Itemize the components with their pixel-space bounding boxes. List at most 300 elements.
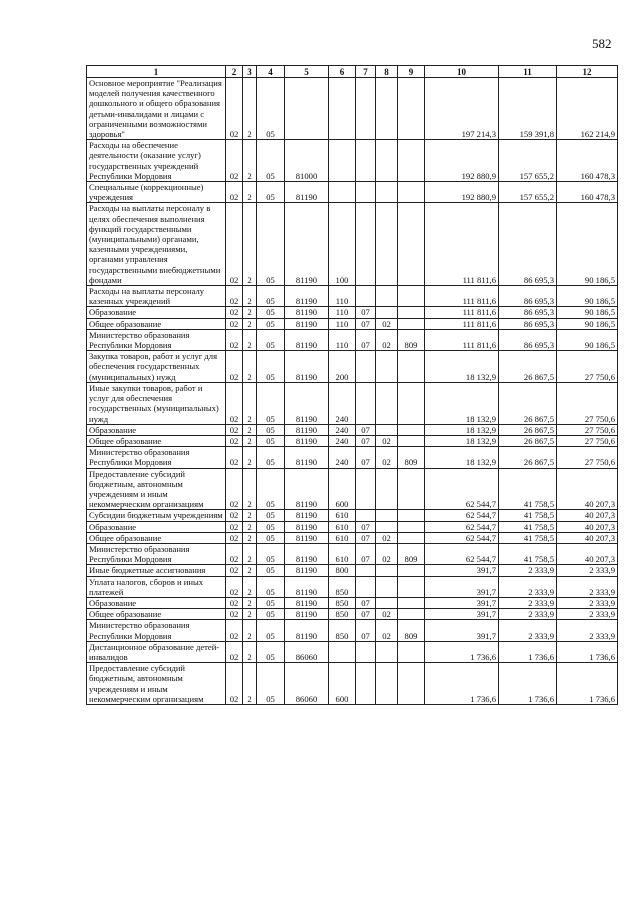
amount-col10: 111 811,6 xyxy=(425,286,499,307)
code-ministry: 809 xyxy=(398,620,425,641)
amount-col12: 27 750,6 xyxy=(557,382,618,424)
code-event: 05 xyxy=(257,203,285,286)
amount-col11: 86 695,3 xyxy=(499,329,557,350)
amount-col12: 40 207,3 xyxy=(557,510,618,521)
code-section xyxy=(356,468,376,510)
table-row xyxy=(87,576,618,597)
amount-col12: 90 186,5 xyxy=(557,286,618,307)
header-cell: 12 xyxy=(557,66,618,78)
amount-col10: 62 544,7 xyxy=(425,521,499,532)
code-subsection xyxy=(376,641,398,662)
code-ministry: 809 xyxy=(398,329,425,350)
code-direction: 86060 xyxy=(285,641,329,662)
code-subprogram: 2 xyxy=(243,435,257,446)
code-event: 05 xyxy=(257,663,285,705)
amount-col12: 27 750,6 xyxy=(557,424,618,435)
code-program: 02 xyxy=(226,663,243,705)
code-event: 05 xyxy=(257,641,285,662)
code-ministry xyxy=(398,435,425,446)
code-direction: 81190 xyxy=(285,351,329,383)
amount-col10: 391,7 xyxy=(425,597,499,608)
code-subprogram: 2 xyxy=(243,307,257,318)
amount-col10: 18 132,9 xyxy=(425,447,499,468)
code-subsection: 02 xyxy=(376,329,398,350)
table-row xyxy=(87,307,618,318)
amount-col11: 2 333,9 xyxy=(499,576,557,597)
amount-col10: 391,7 xyxy=(425,576,499,597)
code-subprogram: 2 xyxy=(243,286,257,307)
code-subprogram: 2 xyxy=(243,510,257,521)
code-subsection: 02 xyxy=(376,620,398,641)
amount-col12: 2 333,9 xyxy=(557,597,618,608)
header-cell: 11 xyxy=(499,66,557,78)
amount-col10: 192 880,9 xyxy=(425,140,499,182)
code-subsection xyxy=(376,565,398,576)
code-program: 02 xyxy=(226,468,243,510)
amount-col10: 197 214,3 xyxy=(425,78,499,140)
code-subprogram: 2 xyxy=(243,318,257,329)
code-event: 05 xyxy=(257,307,285,318)
table-row xyxy=(87,543,618,564)
row-name: Общее образование xyxy=(87,609,226,620)
code-subprogram: 2 xyxy=(243,140,257,182)
amount-col11: 41 758,5 xyxy=(499,543,557,564)
code-ministry xyxy=(398,203,425,286)
code-ministry xyxy=(398,140,425,182)
amount-col10: 62 544,7 xyxy=(425,543,499,564)
amount-col11: 157 655,2 xyxy=(499,182,557,203)
amount-col10: 111 811,6 xyxy=(425,318,499,329)
table-row xyxy=(87,447,618,468)
code-program: 02 xyxy=(226,329,243,350)
code-subsection xyxy=(376,468,398,510)
code-event: 05 xyxy=(257,510,285,521)
row-name: Дистанционное образование детей-инвалидов xyxy=(87,641,226,662)
header-cell: 4 xyxy=(257,66,285,78)
code-direction: 81190 xyxy=(285,424,329,435)
code-expense-type: 610 xyxy=(329,532,356,543)
header-cell: 5 xyxy=(285,66,329,78)
amount-col11: 26 867,5 xyxy=(499,424,557,435)
amount-col11: 41 758,5 xyxy=(499,510,557,521)
code-direction: 86060 xyxy=(285,663,329,705)
code-subsection xyxy=(376,597,398,608)
amount-col10: 18 132,9 xyxy=(425,435,499,446)
table-row xyxy=(87,182,618,203)
code-program: 02 xyxy=(226,565,243,576)
row-name: Министерство образования Республики Мордовия xyxy=(87,620,226,641)
code-subsection xyxy=(376,521,398,532)
amount-col11: 26 867,5 xyxy=(499,382,557,424)
amount-col12: 40 207,3 xyxy=(557,532,618,543)
code-subsection xyxy=(376,286,398,307)
code-subprogram: 2 xyxy=(243,565,257,576)
code-subsection: 02 xyxy=(376,447,398,468)
code-section: 07 xyxy=(356,447,376,468)
code-subsection xyxy=(376,78,398,140)
code-section: 07 xyxy=(356,597,376,608)
amount-col11: 1 736,6 xyxy=(499,663,557,705)
code-direction: 81190 xyxy=(285,182,329,203)
code-subprogram: 2 xyxy=(243,351,257,383)
code-section xyxy=(356,203,376,286)
table-row xyxy=(87,641,618,662)
code-event: 05 xyxy=(257,597,285,608)
table-row xyxy=(87,663,618,705)
code-event: 05 xyxy=(257,140,285,182)
code-subprogram: 2 xyxy=(243,609,257,620)
header-cell: 1 xyxy=(87,66,226,78)
code-subsection: 02 xyxy=(376,435,398,446)
row-name: Образование xyxy=(87,307,226,318)
code-ministry xyxy=(398,609,425,620)
code-event: 05 xyxy=(257,609,285,620)
table-row xyxy=(87,532,618,543)
code-subsection xyxy=(376,140,398,182)
code-expense-type: 600 xyxy=(329,663,356,705)
amount-col10: 18 132,9 xyxy=(425,382,499,424)
code-program: 02 xyxy=(226,435,243,446)
row-name: Министерство образования Республики Мордовия xyxy=(87,329,226,350)
code-subprogram: 2 xyxy=(243,468,257,510)
amount-col10: 391,7 xyxy=(425,620,499,641)
code-expense-type: 610 xyxy=(329,510,356,521)
table-row xyxy=(87,351,618,383)
code-ministry xyxy=(398,307,425,318)
code-event: 05 xyxy=(257,424,285,435)
code-subprogram: 2 xyxy=(243,543,257,564)
code-direction: 81190 xyxy=(285,307,329,318)
code-direction: 81190 xyxy=(285,510,329,521)
row-name: Расходы на обеспечение деятельности (оказание услуг) государственных учреждений Республики Мордовия xyxy=(87,140,226,182)
amount-col10: 111 811,6 xyxy=(425,329,499,350)
code-direction: 81190 xyxy=(285,447,329,468)
code-program: 02 xyxy=(226,609,243,620)
code-subprogram: 2 xyxy=(243,597,257,608)
code-expense-type xyxy=(329,182,356,203)
amount-col10: 111 811,6 xyxy=(425,307,499,318)
code-event: 05 xyxy=(257,329,285,350)
code-section: 07 xyxy=(356,620,376,641)
code-subprogram: 2 xyxy=(243,641,257,662)
code-section xyxy=(356,182,376,203)
code-direction: 81190 xyxy=(285,609,329,620)
code-section: 07 xyxy=(356,435,376,446)
code-event: 05 xyxy=(257,565,285,576)
code-direction: 81190 xyxy=(285,576,329,597)
row-name: Предоставление субсидий бюджетным, автономным учреждениям и иным некоммерческим организациям xyxy=(87,663,226,705)
code-event: 05 xyxy=(257,521,285,532)
code-program: 02 xyxy=(226,307,243,318)
code-program: 02 xyxy=(226,203,243,286)
header-cell: 2 xyxy=(226,66,243,78)
table-row xyxy=(87,609,618,620)
header-cell: 10 xyxy=(425,66,499,78)
code-section xyxy=(356,510,376,521)
code-event: 05 xyxy=(257,543,285,564)
row-name: Иные бюджетные ассигнования xyxy=(87,565,226,576)
table-row xyxy=(87,435,618,446)
code-section: 07 xyxy=(356,609,376,620)
code-ministry xyxy=(398,565,425,576)
row-name: Основное мероприятие "Реализация моделей получения качественного дошкольного и общего образования детьми-инвалидами и лицами с ограниченными возможностями здоровья" xyxy=(87,78,226,140)
code-expense-type: 200 xyxy=(329,351,356,383)
code-subsection xyxy=(376,510,398,521)
amount-col12: 2 333,9 xyxy=(557,576,618,597)
code-subsection: 02 xyxy=(376,543,398,564)
code-subprogram: 2 xyxy=(243,329,257,350)
amount-col10: 1 736,6 xyxy=(425,663,499,705)
amount-col10: 62 544,7 xyxy=(425,510,499,521)
code-event: 05 xyxy=(257,382,285,424)
code-ministry xyxy=(398,663,425,705)
code-expense-type xyxy=(329,641,356,662)
code-subprogram: 2 xyxy=(243,521,257,532)
amount-col11: 41 758,5 xyxy=(499,521,557,532)
code-direction xyxy=(285,78,329,140)
code-section xyxy=(356,663,376,705)
amount-col11: 157 655,2 xyxy=(499,140,557,182)
code-direction: 81190 xyxy=(285,532,329,543)
row-name: Образование xyxy=(87,521,226,532)
code-expense-type: 110 xyxy=(329,329,356,350)
amount-col12: 1 736,6 xyxy=(557,641,618,662)
code-subsection: 02 xyxy=(376,609,398,620)
amount-col12: 40 207,3 xyxy=(557,543,618,564)
amount-col10: 62 544,7 xyxy=(425,532,499,543)
code-program: 02 xyxy=(226,597,243,608)
code-ministry xyxy=(398,468,425,510)
code-subprogram: 2 xyxy=(243,203,257,286)
amount-col12: 90 186,5 xyxy=(557,203,618,286)
amount-col12: 90 186,5 xyxy=(557,318,618,329)
code-subsection: 02 xyxy=(376,532,398,543)
amount-col10: 18 132,9 xyxy=(425,424,499,435)
code-ministry xyxy=(398,78,425,140)
code-program: 02 xyxy=(226,140,243,182)
code-direction: 81190 xyxy=(285,543,329,564)
code-program: 02 xyxy=(226,521,243,532)
header-cell: 9 xyxy=(398,66,425,78)
table-row xyxy=(87,78,618,140)
code-section xyxy=(356,286,376,307)
amount-col10: 111 811,6 xyxy=(425,203,499,286)
row-name: Расходы на выплаты персоналу казенных учреждений xyxy=(87,286,226,307)
table-row xyxy=(87,597,618,608)
code-program: 02 xyxy=(226,318,243,329)
amount-col11: 86 695,3 xyxy=(499,286,557,307)
code-ministry xyxy=(398,286,425,307)
code-program: 02 xyxy=(226,510,243,521)
code-direction: 81190 xyxy=(285,286,329,307)
table-row xyxy=(87,318,618,329)
amount-col11: 86 695,3 xyxy=(499,318,557,329)
code-section: 07 xyxy=(356,521,376,532)
table-row xyxy=(87,382,618,424)
amount-col10: 192 880,9 xyxy=(425,182,499,203)
code-section xyxy=(356,140,376,182)
code-expense-type: 240 xyxy=(329,382,356,424)
code-program: 02 xyxy=(226,286,243,307)
code-expense-type: 110 xyxy=(329,307,356,318)
row-name: Министерство образования Республики Мордовия xyxy=(87,447,226,468)
code-expense-type: 850 xyxy=(329,620,356,641)
amount-col12: 160 478,3 xyxy=(557,140,618,182)
code-event: 05 xyxy=(257,532,285,543)
code-subprogram: 2 xyxy=(243,78,257,140)
code-section xyxy=(356,565,376,576)
code-ministry xyxy=(398,597,425,608)
code-program: 02 xyxy=(226,382,243,424)
code-section: 07 xyxy=(356,424,376,435)
code-expense-type: 850 xyxy=(329,609,356,620)
table-row xyxy=(87,424,618,435)
code-ministry xyxy=(398,576,425,597)
code-ministry xyxy=(398,318,425,329)
amount-col11: 26 867,5 xyxy=(499,447,557,468)
code-section: 07 xyxy=(356,543,376,564)
amount-col12: 90 186,5 xyxy=(557,307,618,318)
code-expense-type: 110 xyxy=(329,318,356,329)
code-section xyxy=(356,382,376,424)
code-program: 02 xyxy=(226,78,243,140)
code-subsection xyxy=(376,576,398,597)
amount-col11: 2 333,9 xyxy=(499,597,557,608)
budget-table xyxy=(86,65,618,705)
code-event: 05 xyxy=(257,620,285,641)
table-row xyxy=(87,203,618,286)
row-name: Специальные (коррекционные) учреждения xyxy=(87,182,226,203)
amount-col11: 2 333,9 xyxy=(499,620,557,641)
code-event: 05 xyxy=(257,318,285,329)
header-cell: 6 xyxy=(329,66,356,78)
code-direction: 81190 xyxy=(285,565,329,576)
amount-col12: 27 750,6 xyxy=(557,447,618,468)
amount-col11: 86 695,3 xyxy=(499,203,557,286)
code-direction: 81190 xyxy=(285,435,329,446)
code-direction: 81190 xyxy=(285,203,329,286)
code-subsection xyxy=(376,182,398,203)
amount-col12: 90 186,5 xyxy=(557,329,618,350)
code-expense-type: 240 xyxy=(329,447,356,468)
table-row xyxy=(87,620,618,641)
table-row xyxy=(87,565,618,576)
code-event: 05 xyxy=(257,468,285,510)
row-name: Образование xyxy=(87,597,226,608)
amount-col11: 41 758,5 xyxy=(499,468,557,510)
amount-col11: 2 333,9 xyxy=(499,609,557,620)
row-name: Общее образование xyxy=(87,532,226,543)
amount-col11: 86 695,3 xyxy=(499,307,557,318)
amount-col12: 27 750,6 xyxy=(557,351,618,383)
header-row xyxy=(87,66,618,78)
amount-col12: 40 207,3 xyxy=(557,468,618,510)
row-name: Субсидии бюджетным учреждениям xyxy=(87,510,226,521)
amount-col12: 2 333,9 xyxy=(557,609,618,620)
code-program: 02 xyxy=(226,576,243,597)
header-cell: 8 xyxy=(376,66,398,78)
code-program: 02 xyxy=(226,447,243,468)
code-subsection: 02 xyxy=(376,318,398,329)
amount-col12: 40 207,3 xyxy=(557,521,618,532)
amount-col12: 2 333,9 xyxy=(557,565,618,576)
code-expense-type xyxy=(329,78,356,140)
row-name: Министерство образования Республики Мордовия xyxy=(87,543,226,564)
code-direction: 81190 xyxy=(285,382,329,424)
code-direction: 81190 xyxy=(285,597,329,608)
code-event: 05 xyxy=(257,78,285,140)
table-row xyxy=(87,140,618,182)
code-ministry xyxy=(398,641,425,662)
code-subprogram: 2 xyxy=(243,182,257,203)
table-row xyxy=(87,329,618,350)
amount-col10: 62 544,7 xyxy=(425,468,499,510)
amount-col10: 1 736,6 xyxy=(425,641,499,662)
code-ministry xyxy=(398,510,425,521)
code-ministry xyxy=(398,382,425,424)
amount-col11: 26 867,5 xyxy=(499,351,557,383)
header-cell: 7 xyxy=(356,66,376,78)
row-name: Закупка товаров, работ и услуг для обеспечения государственных (муниципальных) нужд xyxy=(87,351,226,383)
amount-col12: 1 736,6 xyxy=(557,663,618,705)
code-program: 02 xyxy=(226,641,243,662)
code-section: 07 xyxy=(356,532,376,543)
code-event: 05 xyxy=(257,182,285,203)
code-expense-type: 240 xyxy=(329,435,356,446)
code-ministry: 809 xyxy=(398,543,425,564)
row-name: Расходы на выплаты персоналу в целях обеспечения выполнения функций государственными (муниципальными) органами, казенными учреждениями, органами управления государственными внебюджетными фондами xyxy=(87,203,226,286)
code-event: 05 xyxy=(257,435,285,446)
code-program: 02 xyxy=(226,620,243,641)
table-row xyxy=(87,510,618,521)
code-section: 07 xyxy=(356,307,376,318)
code-ministry: 809 xyxy=(398,447,425,468)
code-ministry xyxy=(398,424,425,435)
row-name: Предоставление субсидий бюджетным, автономным учреждениям и иным некоммерческим организациям xyxy=(87,468,226,510)
amount-col11: 2 333,9 xyxy=(499,565,557,576)
code-direction: 81000 xyxy=(285,140,329,182)
code-direction: 81190 xyxy=(285,318,329,329)
code-subsection xyxy=(376,382,398,424)
amount-col10: 18 132,9 xyxy=(425,351,499,383)
code-subsection xyxy=(376,424,398,435)
code-subsection xyxy=(376,663,398,705)
code-direction: 81190 xyxy=(285,521,329,532)
code-expense-type: 600 xyxy=(329,468,356,510)
table-row xyxy=(87,468,618,510)
code-expense-type: 850 xyxy=(329,576,356,597)
amount-col10: 391,7 xyxy=(425,565,499,576)
table-row xyxy=(87,286,618,307)
code-event: 05 xyxy=(257,576,285,597)
code-expense-type: 100 xyxy=(329,203,356,286)
header-cell: 3 xyxy=(243,66,257,78)
code-program: 02 xyxy=(226,543,243,564)
code-subprogram: 2 xyxy=(243,532,257,543)
code-section xyxy=(356,78,376,140)
code-event: 05 xyxy=(257,447,285,468)
code-ministry xyxy=(398,532,425,543)
code-subprogram: 2 xyxy=(243,620,257,641)
amount-col12: 27 750,6 xyxy=(557,435,618,446)
code-subsection xyxy=(376,351,398,383)
code-section xyxy=(356,351,376,383)
code-ministry xyxy=(398,521,425,532)
code-program: 02 xyxy=(226,532,243,543)
code-expense-type: 240 xyxy=(329,424,356,435)
code-subsection xyxy=(376,307,398,318)
amount-col12: 2 333,9 xyxy=(557,620,618,641)
